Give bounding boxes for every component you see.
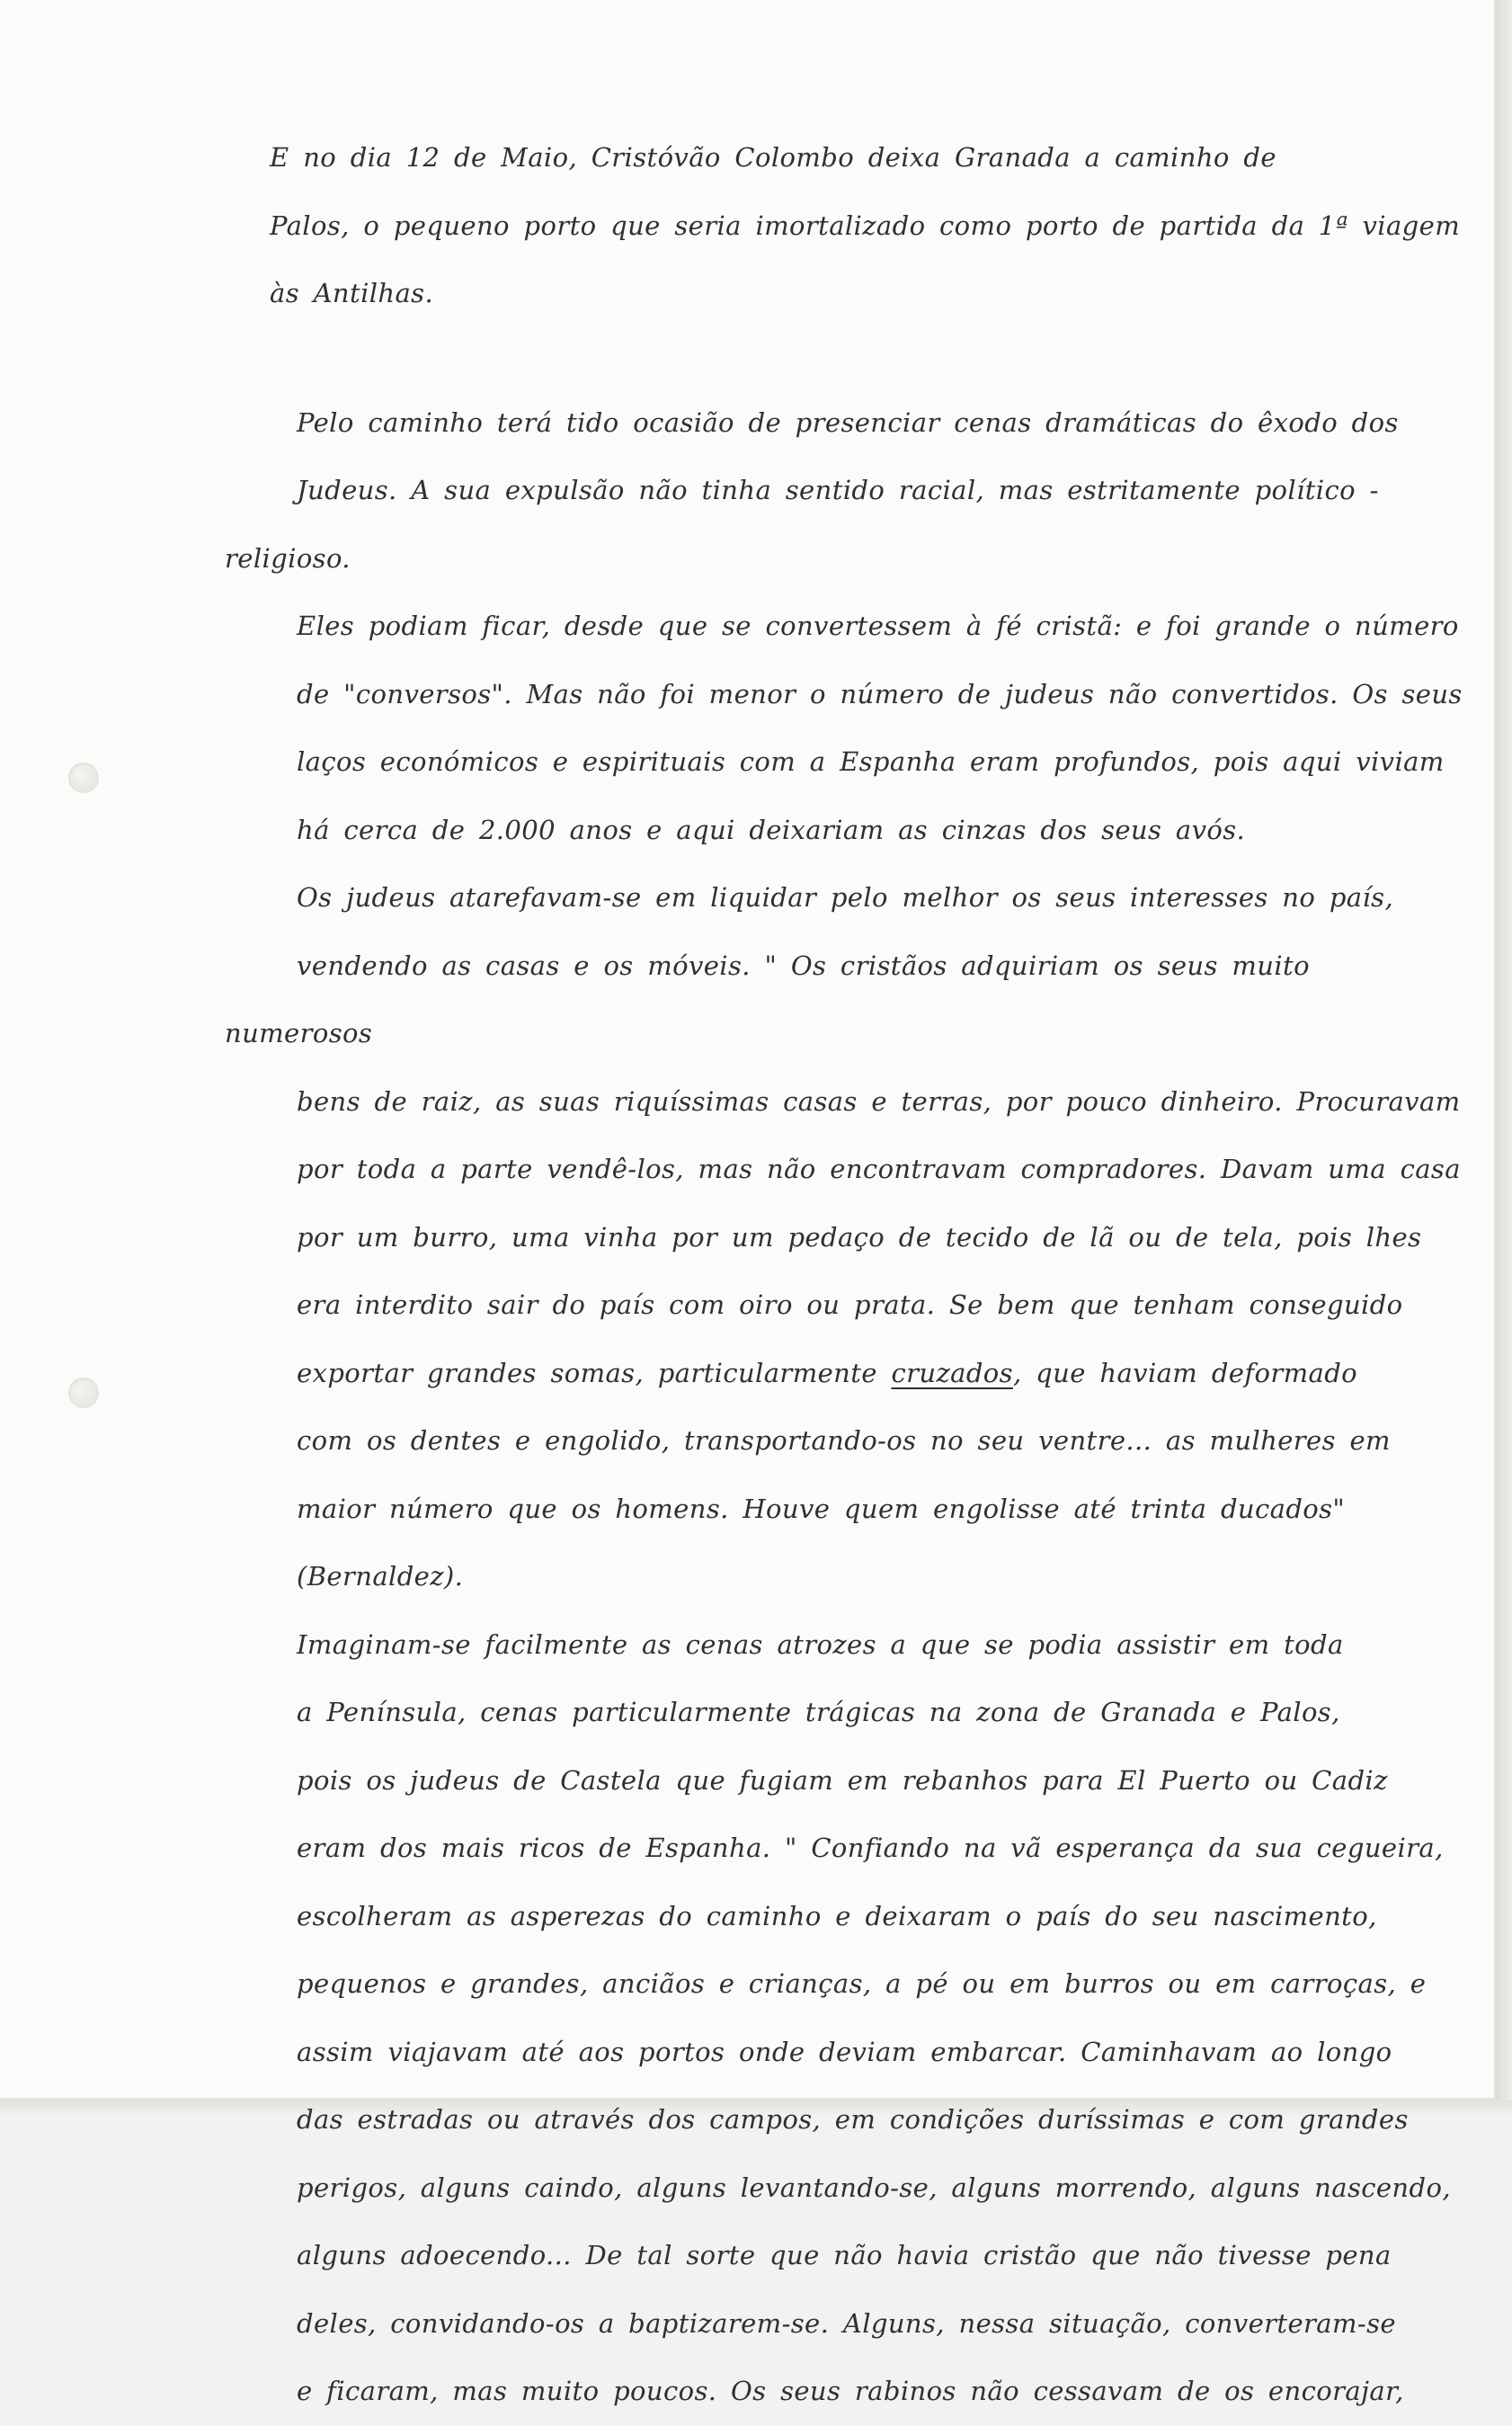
text-line: deles, convidando-os a baptizarem-se. Alguns, nessa situação, converteram-se [297,2307,1396,2339]
citation-line: (Bernaldez). [297,1561,464,1592]
text-line: escolheram as asperezas do caminho e deixaram o país do seu nascimento, [297,1900,1377,1931]
text-line: E no dia 12 de Maio, Cristóvão Colombo deixa Granada a caminho de [270,142,1276,173]
text-line: vendendo as casas e os móveis. " Os cristãos adquiriam os seus muito numerosos [225,950,1310,1048]
text-line: laços económicos e espirituais com a Espanha eram profundos, pois aqui viviam [297,746,1445,777]
text-line: há cerca de 2.000 anos e aqui deixariam as cinzas dos seus avós. [297,814,1246,845]
text-line-with-underline: exportar grandes somas, particularmente cruzados, que haviam deformado [297,1357,1358,1388]
paragraph-4 [225,1611,1465,2426]
text-line: assim viajavam até aos portos onde deviam embarcar. Caminhavam ao longo [297,2036,1392,2067]
text-line: a Península, cenas particularmente trágicas na zona de Granada e Palos, [297,1697,1340,1727]
text-line: pois os judeus de Castela que fugiam em rebanhos para El Puerto ou Cadiz [297,1764,1388,1796]
text-line: Os judeus atarefavam-se em liquidar pelo melhor os seus interesses no país, [297,882,1394,913]
text-line: às Antilhas. [270,278,434,308]
text-line: com os dentes e engolido, transportando-os no seu ventre... as mulheres em [297,1425,1391,1456]
text-line: pequenos e grandes, anciãos e crianças, a pé ou em burros ou em carroças, e [297,1968,1427,1999]
text-line: perigos, alguns caindo, alguns levantando-se, alguns morrendo, alguns nascendo, [297,2172,1451,2203]
text-line: maior número que os homens. Houve quem engolisse até trinta ducados" [297,1493,1346,1524]
text-line: Pelo caminho terá tido ocasião de presenciar cenas dramáticas do êxodo dos [297,406,1399,438]
text-line: bens de raiz, as suas riquíssimas casas e terras, por pouco dinheiro. Procuravam [297,1085,1461,1117]
text-line: Palos, o pequeno porto que seria imortalizado como porto de partida da 1ª viagem [270,210,1461,241]
text-line: por toda a parte vendê-los, mas não encontravam compradores. Davam uma casa [297,1154,1461,1184]
text-line: eram dos mais ricos de Espanha. " Confiando na vã esperança da sua cegueira, [297,1833,1444,1863]
text-line: Imaginam-se facilmente as cenas atrozes a que se podia assistir em toda [297,1628,1344,1660]
text-line: Judeus. A sua expulsão não tinha sentido racial, mas estritamente político - religioso. [225,475,1379,574]
punch-hole-upper [68,763,99,793]
paragraph-3 [225,864,1465,1611]
punch-hole-lower [68,1378,99,1408]
manuscript-text [225,124,1465,2426]
text-line: das estradas ou através dos campos, em condições duríssimas e com grandes [297,2104,1409,2135]
text-line: Eles podiam ficar, desde que se convertessem à fé cristã: e foi grande o número [297,611,1459,641]
text-line: de "conversos". Mas não foi menor o número de judeus não convertidos. Os seus [297,678,1463,709]
underlined-word: cruzados [891,1357,1013,1388]
paragraph-2 [225,389,1465,865]
text-line: era interdito sair do país com oiro ou prata. Se bem que tenham conseguido [297,1289,1403,1320]
paragraph-1 [225,124,1465,328]
text-line: por um burro, uma vinha por um pedaço de tecido de lã ou de tela, pois lhes [297,1221,1422,1253]
page-right-edge [1496,0,1512,2114]
text-line: alguns adoecendo... De tal sorte que não havia cristão que não tivesse pena [297,2240,1392,2270]
text-line: e ficaram, mas muito poucos. Os seus rabinos não cessavam de os encorajar, [297,2376,1404,2406]
